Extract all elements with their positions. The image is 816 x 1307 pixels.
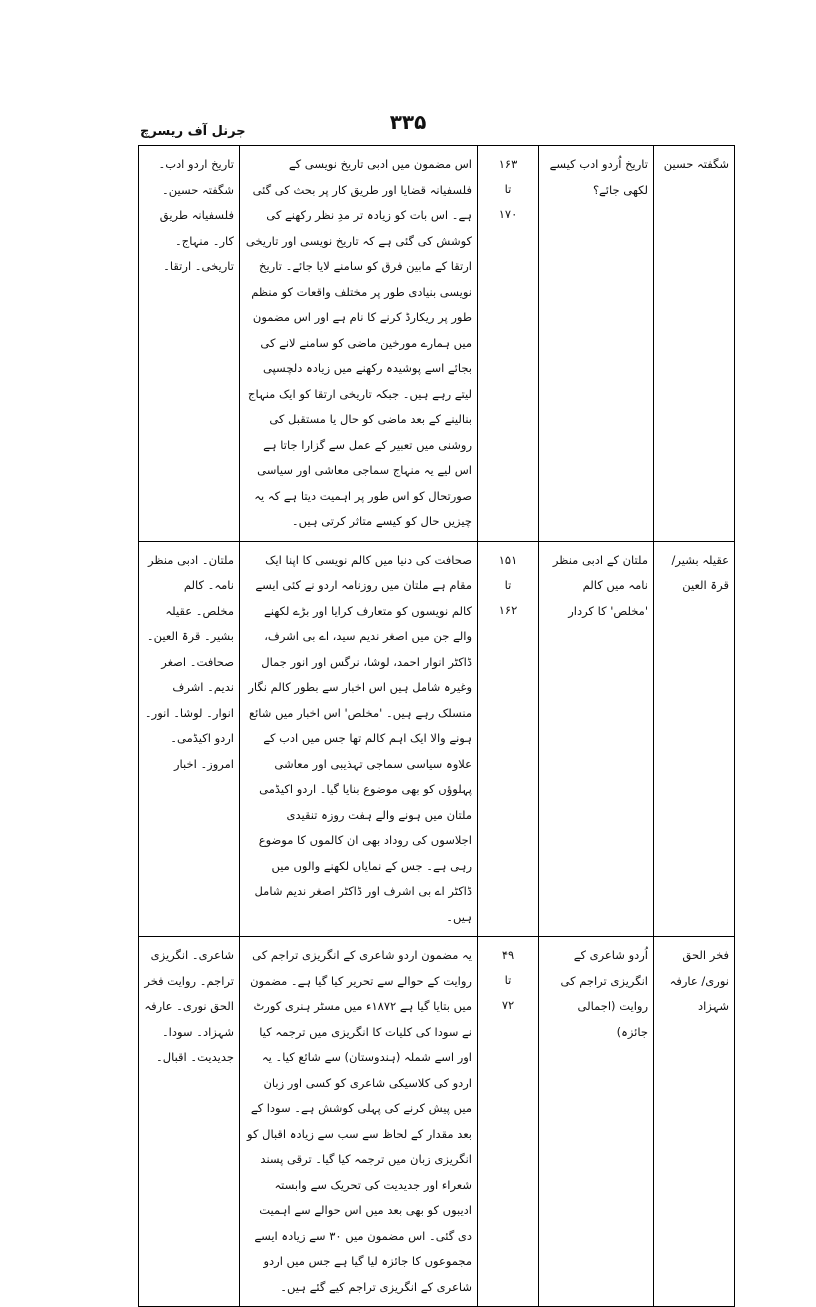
abstract-cell: یہ مضمون اردو شاعری کے انگریزی تراجم کی روایت کے حوالے سے تحریر کیا گیا ہے۔ مضمون میں بتایا گیا ہے ۱۸۷۲ء میں مسٹر ہنری کورٹ نے سودا کی کلیات کا انگریزی میں ترجمہ کیا اور اسے شملہ (ہندوستان) سے شائع کیا۔ یہ اردو کی کلاسیکی شاعری کو کسی اور زبان میں پیش کرنے کی پہلی کوشش ہے۔ سودا کے بعد مقدار کے لحاظ سے سب سے زیادہ اقبال کو انگریزی زبان میں ترجمہ کیا گیا۔ ترقی پسند شعراء اور جدیدیت کی تحریک سے وابستہ ادیبوں کو بھی بعد میں اس حوالے سے اہمیت دی گئی۔ اس مضمون میں ۳۰ سے زیادہ ایسے مجموعوں کا جائزہ لیا گیا ہے جس میں اردو شاعری کے انگریزی تراجم کیے گئے ہیں۔	[240, 937, 478, 1307]
author-cell: شگفتہ حسین	[654, 146, 735, 542]
table-row	[139, 541, 735, 937]
page-separator: تا	[504, 182, 512, 196]
page-separator: تا	[504, 577, 512, 592]
page-number: ۳۳۵	[389, 110, 427, 134]
table-row	[139, 146, 735, 542]
journal-title: جرنل آف ریسرچ	[140, 124, 246, 139]
page-to: ۱۶۲	[498, 602, 518, 617]
keywords-cell: شاعری۔ انگریزی تراجم۔ روایت فخر الحق نوری۔ عارفہ شہزاد۔ سودا۔ جدیدیت۔ اقبال۔	[139, 937, 240, 1307]
author-cell: فخر الحق نوری/ عارفہ شہزاد	[654, 937, 735, 1307]
title-cell: ملتان کے ادبی منظر نامہ میں کالم 'مخلص' کا کردار	[539, 541, 654, 937]
keywords-cell: ملتان۔ ادبی منظر نامہ۔ کالم مخلص۔ عقیلہ بشیر۔ قرۃ العین۔ صحافت۔ اصغر ندیم۔ اشرف انوار۔ لوشا۔ انور۔ اردو اکیڈمی۔ امروز۔ اخبار	[139, 541, 240, 937]
pages-cell	[478, 937, 539, 1307]
page-to: ۱۷۰	[498, 207, 518, 221]
table-row	[139, 937, 735, 1307]
abstract-cell: صحافت کی دنیا میں کالم نویسی کا اپنا ایک مقام ہے ملتان میں روزنامہ اردو نے کئی ایسے کالم نویسوں کو متعارف کرایا اور بڑے لکھنے والے جن میں اصغر ندیم سید، اے بی اشرف، ڈاکٹر انوار احمد، لوشا، نرگس اور انور جمال وغیرہ شامل ہیں اس اخبار سے بطور کالم نگار منسلک رہے ہیں۔ 'مخلص' اس اخبار میں شائع ہونے والا ایک اہم کالم تھا جس میں ادب کے علاوہ سیاسی سماجی تہذیبی اور معاشی پہلوؤں کو بھی موضوع بنایا گیا۔ اردو اکیڈمی ملتان میں ہونے والے ہفت روزہ تنقیدی اجلاسوں کی روداد بھی ان کالموں کا موضوع رہی ہے۔ جس کے نمایاں لکھنے والوں میں ڈاکٹر اے بی اشرف اور ڈاکٹر اصغر ندیم شامل ہیں۔	[240, 541, 478, 937]
page-from: ۱۶۳	[498, 157, 518, 171]
article-index-table	[138, 145, 735, 1307]
pages-cell	[478, 146, 539, 542]
pages-cell	[478, 541, 539, 937]
keywords-cell: تاریخ اردو ادب۔ شگفتہ حسین۔ فلسفیانہ طریق کار۔ منہاج۔ تاریخی۔ ارتقا۔	[139, 146, 240, 542]
page-to: ۷۲	[501, 998, 515, 1012]
page-separator: تا	[504, 973, 512, 987]
author-cell: عقیلہ بشیر/ قرۃ العین	[654, 541, 735, 937]
abstract-cell: اس مضمون میں ادبی تاریخ نویسی کے فلسفیانہ قضایا اور طریق کار پر بحث کی گئی ہے۔ اس بات کو زیادہ تر مدِ نظر رکھنے کی کوشش کی گئی ہے کہ تاریخ نویسی اور تاریخی ارتقا کے مابین فرق کو سامنے لایا جائے۔ تاریخ نویسی بنیادی طور پر مختلف واقعات کو منظم طور پر ریکارڈ کرنے کا نام ہے اور اس مضمون میں ہمارے مورخین ماضی کو سامنے لانے کی بجائے اسے پوشیدہ رکھنے میں زیادہ دلچسپی لیتے رہے ہیں۔ جبکہ تاریخی ارتقا کو ایک منہاج بنالینے کے بعد ماضی کو حال یا مستقبل کی روشنی میں تعبیر کے عمل سے گزارا جاتا ہے اس لیے یہ منہاج سماجی معاشی اور سیاسی صورتحال کو اس طور پر اہمیت دیتا ہے کہ یہ چیزیں حال کو کیسے متاثر کرتی ہیں۔	[240, 146, 478, 542]
title-cell: تاریخ اُردو ادب کیسے لکھی جائے؟	[539, 146, 654, 542]
page-from: ۴۹	[501, 948, 515, 962]
page-from: ۱۵۱	[498, 552, 518, 567]
title-cell: اُردو شاعری کے انگریزی تراجم کی روایت (اجمالی جائزہ)	[539, 937, 654, 1307]
